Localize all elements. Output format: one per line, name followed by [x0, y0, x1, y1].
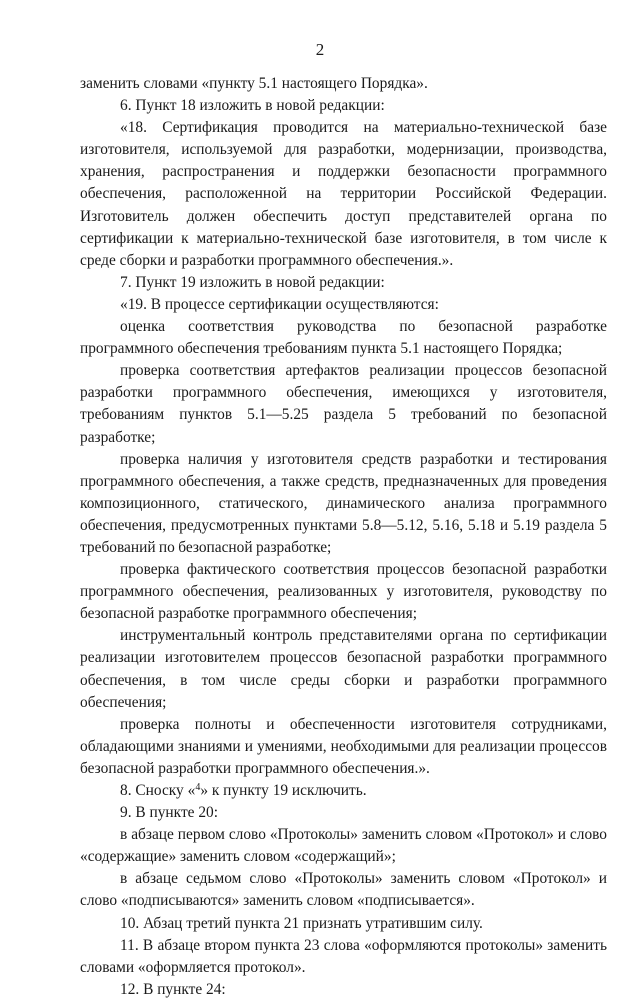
- item-8-lead: 8. Сноску «: [120, 782, 196, 799]
- footnote-marker: 4: [195, 782, 201, 793]
- paragraph-continuation: заменить словами «пункту 5.1 настоящего Порядка».: [80, 75, 428, 92]
- document-body: [80, 73, 607, 1001]
- paragraph-item-9: 9. В пункте 20:: [120, 804, 219, 822]
- page-number: 2: [315, 40, 325, 59]
- paragraph-point-19-e: инструментальный контроль представителями органа по сертификации реализации изготовителем процессов безопасной разработки программного обеспечения, в том числе среды сборки и разработки программного обеспечения;: [80, 627, 607, 711]
- item-8-rest: » к пункту 19 исключить.: [200, 782, 367, 799]
- paragraph-point-19-c: проверка наличия у изготовителя средств разработки и тестирования программного обеспечения, а также средств, предназначенных для проведения композиционного, статического, динамического анализа программного обеспечения, предусмотренных пунктами 5.8—5.12, 5.16, 5.18 и 5.19 раздела 5 требований по безопасной разработке;: [80, 450, 607, 556]
- paragraph-point-19-a: оценка соответствия руководства по безопасной разработке программного обеспечения требованиям пункта 5.1 настоящего Порядка;: [80, 318, 607, 358]
- paragraph-item-7: 7. Пункт 19 изложить в новой редакции:: [120, 273, 385, 291]
- paragraph-point-19-intro: «19. В процессе сертификации осуществляются:: [120, 295, 439, 313]
- paragraph-item-9-b: в абзаце седьмом слово «Протоколы» заменить словом «Протокол» и слово «подписываются» заменить словом «подписывается».: [80, 870, 607, 910]
- paragraph-point-19-d: проверка фактического соответствия процессов безопасной разработки программного обеспечения, реализованных у изготовителя, руководству по безопасной разработке программного обеспечения;: [80, 561, 607, 623]
- paragraph-item-10: 10. Абзац третий пункта 21 признать утратившим силу.: [120, 914, 483, 932]
- paragraph-item-8: [80, 780, 607, 802]
- paragraph-item-6: 6. Пункт 18 изложить в новой редакции:: [120, 97, 385, 115]
- paragraph-point-19-f: проверка полноты и обеспеченности изготовителя сотрудниками, обладающими знаниями и умениями, необходимыми для реализации процессов безопасной разработки программного обеспечения.».: [80, 715, 607, 777]
- paragraph-point-18: «18. Сертификация проводится на материально-технической базе изготовителя, используемой для разработки, модернизации, производства, хранения, распространения и поддержки безопасности программного обеспечения, расположенной на территории Российской Федерации. Изготовитель должен обеспечить доступ представителей органа по сертификации к материально-технической базе изготовителя, в том числе к среде сборки и разработки программного обеспечения.».: [80, 119, 607, 269]
- paragraph-item-11: 11. В абзаце втором пункта 23 слова «оформляются протоколы» заменить словами «оформляется протокол».: [80, 936, 607, 976]
- paragraph-item-9-a: в абзаце первом слово «Протоколы» заменить словом «Протокол» и слово «содержащие» заменить словом «содержащий»;: [80, 826, 607, 866]
- paragraph-item-12: 12. В пункте 24:: [120, 980, 226, 998]
- paragraph-point-19-b: проверка соответствия артефактов реализации процессов безопасной разработки программного обеспечения, имеющихся у изготовителя, требованиям пунктов 5.1—5.25 раздела 5 требований по безопасной разработке;: [80, 362, 607, 446]
